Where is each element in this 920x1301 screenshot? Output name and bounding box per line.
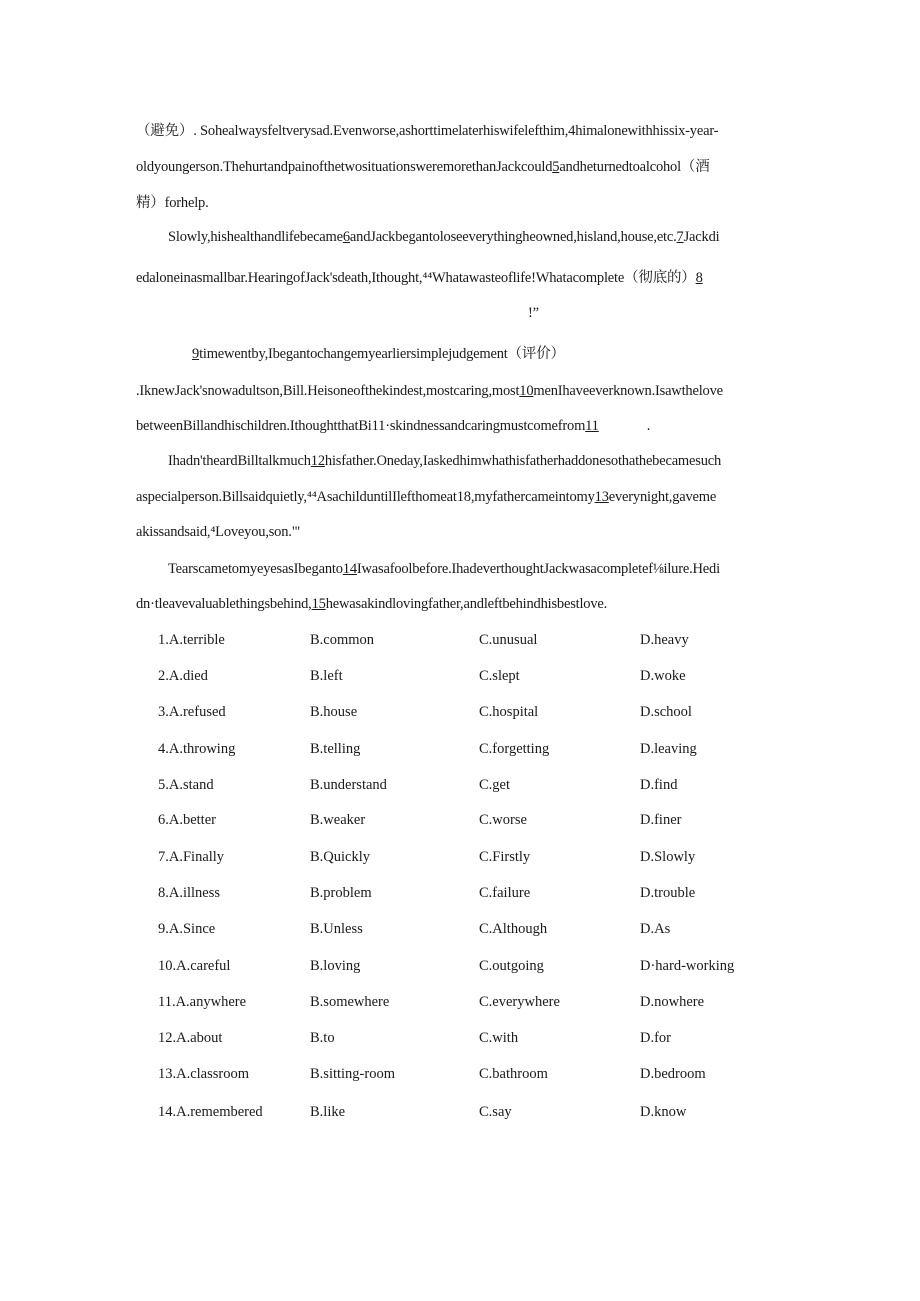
option-d: D.bedroom — [640, 1066, 706, 1082]
passage-text: andJackbegantoloseeverythingheowned,hisland,house,etc. — [349, 229, 677, 245]
option-d: D.woke — [640, 668, 686, 684]
option-d: D·hard-working — [640, 958, 735, 974]
option-c: C.failure — [479, 885, 531, 901]
option-a: 7.A.Finally — [158, 849, 225, 865]
option-a: 2.A.died — [158, 668, 208, 684]
option-c: C.outgoing — [479, 958, 544, 974]
option-c: C.say — [479, 1104, 512, 1120]
passage-text: betweenBillandhischildren.IthoughtthatBi11·skindnessandcaringmustcomefrom — [136, 418, 586, 434]
passage-text: !” — [528, 305, 539, 321]
option-d: D.trouble — [640, 885, 696, 901]
passage-line — [168, 229, 719, 246]
option-d: D.As — [640, 921, 671, 937]
passage-line — [192, 342, 565, 363]
option-a: 8.A.illness — [158, 885, 221, 901]
option-c: C.bathroom — [479, 1066, 548, 1082]
passage-text: .IknewJack'snowadultson,Bill.Heisoneofthekindest,mostcaring,most — [136, 383, 520, 399]
option-d: D.for — [640, 1030, 672, 1046]
option-b: B.loving — [310, 958, 361, 974]
passage-text: aspecialperson.Billsaidquietly,⁴⁴AsachilduntilIlefthomeat18,myfathercameintomy — [136, 489, 595, 505]
option-b: B.telling — [310, 741, 361, 757]
passage-line — [168, 561, 720, 578]
option-b: B.somewhere — [310, 994, 390, 1010]
option-b: B.sitting-room — [310, 1066, 395, 1082]
passage-line — [528, 305, 539, 322]
passage-text: Ihadn'theardBilltalkmuch — [168, 453, 311, 469]
option-b: B.house — [310, 704, 358, 720]
option-b: B.understand — [310, 777, 387, 793]
passage-text: dn·tleavevaluablethingsbehind, — [136, 596, 312, 612]
option-b: B.Quickly — [310, 849, 371, 865]
passage-text: andheturnedtoalcohol（酒 — [559, 159, 710, 175]
passage-text: Slowly,hishealthandlifebecame — [168, 229, 343, 245]
passage-text: TearscametomyeyesasIbeganto — [168, 561, 343, 577]
passage-text: oldyoungerson.ThehurtandpainofthetwosituationsweremorethanJackcould — [136, 159, 553, 175]
passage-text: Jackdi — [683, 229, 720, 245]
passage-text: akissandsaid,⁴Loveyou,son."' — [136, 524, 300, 540]
option-a: 4.A.throwing — [158, 741, 236, 757]
option-c: C.unusual — [479, 632, 538, 648]
passage-text: timewentby,Ibegantochangemyearliersimplejudgement（评价） — [199, 346, 565, 362]
passage-text: . — [646, 418, 651, 434]
option-d: D.finer — [640, 812, 682, 828]
option-a: 12.A.about — [158, 1030, 223, 1046]
option-c: C.everywhere — [479, 994, 560, 1010]
option-a: 6.A.better — [158, 812, 216, 828]
option-b: B.left — [310, 668, 343, 684]
passage-text: （避免）. Sohealwaysfeltverysad.Evenworse,ashorttimelaterhiswifelefthim,4himalonewithhissix-year- — [136, 123, 719, 139]
passage-text: hewasakindlovingfather,andleftbehindhisbestlove. — [325, 596, 608, 612]
blank-number: 7 — [676, 229, 684, 245]
option-c: C.hospital — [479, 704, 539, 720]
option-b: B.like — [310, 1104, 346, 1120]
option-d: D.Slowly — [640, 849, 696, 865]
passage-text: hisfather.Oneday,Iaskedhimwhathisfatherhaddonesothathebecamesuch — [324, 453, 722, 469]
passage-text: menIhaveeverknown.Isawthelove — [533, 383, 723, 399]
option-a: 13.A.classroom — [158, 1066, 250, 1082]
option-a: 3.A.refused — [158, 704, 226, 720]
option-b: B.to — [310, 1030, 335, 1046]
passage-line — [136, 119, 718, 140]
option-c: C.worse — [479, 812, 527, 828]
option-d: D.heavy — [640, 632, 689, 648]
option-a: 14.A.remembered — [158, 1104, 263, 1120]
blank-number: 14 — [342, 561, 357, 577]
option-d: D.leaving — [640, 741, 697, 757]
blank-number: 13 — [594, 489, 609, 505]
blank-number: 9 — [192, 346, 200, 362]
option-c: C.slept — [479, 668, 520, 684]
option-c: C.forgetting — [479, 741, 550, 757]
option-a: 1.A.terrible — [158, 632, 225, 648]
option-d: D.know — [640, 1104, 687, 1120]
passage-line — [136, 524, 300, 541]
option-c: C.Firstly — [479, 849, 531, 865]
passage-text: everynight,gaveme — [608, 489, 717, 505]
blank-number: 6 — [342, 229, 350, 245]
passage-line — [136, 596, 607, 613]
option-d: D.school — [640, 704, 692, 720]
option-b: B.common — [310, 632, 375, 648]
passage-text: Iwasafoolbefore.IhadeverthoughtJackwasacompletef⅛ilure.Hedi — [356, 561, 720, 577]
passage-line — [136, 489, 716, 506]
passage-text: edaloneinasmallbar.HearingofJack'sdeath,Ithought,⁴⁴Whatawasteoflife!Whatacomplete（彻底的） — [136, 270, 696, 286]
passage-line — [136, 266, 703, 287]
option-b: B.Unless — [310, 921, 363, 937]
option-a: 5.A.stand — [158, 777, 214, 793]
option-c: C.with — [479, 1030, 519, 1046]
option-a: 11.A.anywhere — [158, 994, 247, 1010]
passage-line — [168, 453, 721, 470]
blank-number: 12 — [310, 453, 325, 469]
option-c: C.get — [479, 777, 511, 793]
passage-line — [136, 383, 723, 400]
passage-line — [136, 155, 710, 176]
blank-number: 15 — [311, 596, 326, 612]
option-a: 9.A.Since — [158, 921, 216, 937]
blank-number: 8 — [695, 270, 703, 286]
option-d: D.nowhere — [640, 994, 705, 1010]
option-c: C.Although — [479, 921, 548, 937]
blank-number: 10 — [519, 383, 534, 399]
blank-number: 11 — [585, 418, 599, 434]
option-b: B.weaker — [310, 812, 366, 828]
passage-line — [136, 418, 650, 435]
option-a: 10.A.careful — [158, 958, 231, 974]
passage-line — [136, 191, 209, 212]
option-d: D.find — [640, 777, 678, 793]
passage-text: 精）forhelp. — [136, 195, 209, 211]
option-b: B.problem — [310, 885, 372, 901]
blank-number: 5 — [552, 159, 560, 175]
